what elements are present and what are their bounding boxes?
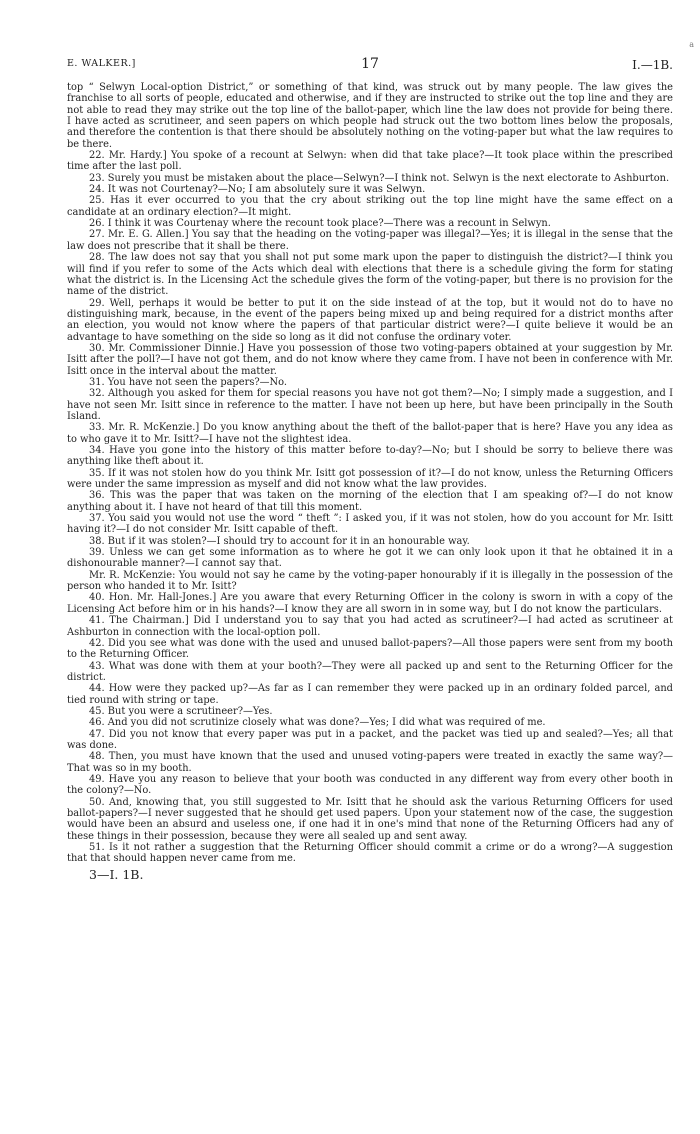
evidence-paragraph: 26. I think it was Courtenay where the recount took place?—There was a recount in Selwyn. bbox=[89, 218, 551, 230]
running-header bbox=[67, 56, 673, 82]
evidence-paragraph: 37. You said you would not use the word “ theft ”: I asked you, if it was not stolen, how do you account for Mr. Isitt having it?—I do not consider Mr. Isitt capable of theft. bbox=[67, 513, 673, 536]
margin-mark: a bbox=[689, 40, 694, 49]
evidence-paragraph: 38. But if it was stolen?—I should try to account for it in an honourable way. bbox=[89, 535, 470, 547]
evidence-paragraph: 29. Well, perhaps it would be better to put it on the side instead of at the top, but it would not do to have no distinguishing mark, because, in the event of the papers being mixed up and being required for a district months after an election, you would not know where the papers of that particular district were?—I quite believe it would be an advantage to have something on the side so long as it did not confuse the ordinary voter. bbox=[67, 297, 673, 343]
evidence-paragraph: 36. This was the paper that was taken on the morning of the election that I am speaking of?—I do not know anything about it. I have not heard of that till this moment. bbox=[67, 490, 673, 513]
paragraph-continued: top “ Selwyn Local-option District,” or something of that kind, was struck out by many people. The law gives the franchise to all sorts of people, educated and otherwise, and if they are instructed to strike out the top line and they are not able to read they may strike out the top line of the ballot-paper, which line the law does not provide for being there. I have acted as scrutineer, and seen papers on which people had struck out the two bottom lines below the proposals, and therefore the contention is that there should be absolutely nothing on the voting-paper but what the law requires to be there. bbox=[67, 82, 673, 150]
evidence-paragraph: 45. But you were a scrutineer?—Yes. bbox=[89, 705, 273, 717]
evidence-paragraph: 32. Although you asked for them for special reasons you have not got them?—No; I simply made a suggestion, and I have not seen Mr. Isitt since in reference to the matter. I have not been up here, but have been principally in the South Island. bbox=[67, 388, 673, 422]
evidence-paragraph: 33. Mr. R. McKenzie.] Do you know anything about the theft of the ballot-paper that is here? Have you any idea as to who gave it to Mr. Isitt?—I have not the slightest idea. bbox=[67, 422, 673, 445]
evidence-paragraph: 49. Have you any reason to believe that your booth was conducted in any different way from every other booth in the colony?—No. bbox=[67, 773, 673, 797]
header-paper-reference: I.—1B. bbox=[632, 58, 673, 72]
evidence-paragraph: 24. It was not Courtenay?—No; I am absolutely sure it was Selwyn. bbox=[89, 184, 426, 196]
evidence-paragraph: 50. And, knowing that, you still suggested to Mr. Isitt that he should ask the various Returning Officers for used ballot-papers?—I never suggested that he should get used papers. Upon your statement now of the case, the suggestion would have been an absurd and useless one, if one had it in one's mind that none of the Returning Officers had any of these things in their possession, because they were all sealed up and sent away. bbox=[67, 796, 673, 842]
evidence-paragraph: 43. What was done with them at your booth?—They were all packed up and sent to the Returning Officer for the district. bbox=[67, 660, 673, 683]
evidence-paragraph: 28. The law does not say that you shall not put some mark upon the paper to distinguish the district?—I think you will find if you refer to some of the Acts which deal with elections that there is a schedule giving the form for stating what the district is. In the Licensing Act the schedule gives the form of the voting-paper, but there is no provision for the name of the district. bbox=[67, 252, 673, 298]
evidence-paragraph: 42. Did you see what was done with the used and unused ballot-papers?—All those papers were sent from my booth to the Returning Officer. bbox=[67, 637, 673, 661]
evidence-paragraph: 35. If it was not stolen how do you think Mr. Isitt got possession of it?—I do not know, unless the Returning Officers were under the same impression as myself and did not know what the law provides. bbox=[67, 467, 673, 491]
header-witness-name: E. WALKER.] bbox=[67, 58, 136, 69]
evidence-paragraph: 46. And you did not scrutinize closely what was done?—Yes; I did what was required of me. bbox=[89, 717, 546, 729]
evidence-paragraph: Mr. R. McKenzie: You would not say he came by the voting-paper honourably if it is illegally in the possession of the person who handed it to Mr. Isitt? bbox=[67, 569, 673, 593]
evidence-paragraph: 39. Unless we can get some information as to where he got it we can only look upon it that he obtained it in a dishonourable manner?—I cannot say that. bbox=[67, 547, 673, 570]
evidence-paragraph: 30. Mr. Commissioner Dinnie.] Have you possession of those two voting-papers obtained at your suggestion by Mr. Isitt after the poll?—I have not got them, and do not know where they came from. I have not been in conference with Mr. Isitt once in the interval about the matter. bbox=[67, 342, 673, 377]
evidence-paragraph: 27. Mr. E. G. Allen.] You say that the heading on the voting-paper was illegal?—Yes; it is illegal in the sense that the law does not prescribe that it shall be there. bbox=[67, 229, 673, 252]
evidence-paragraph: 34. Have you gone into the history of this matter before to-day?—No; but I should be sorry to believe there was anything like theft about it. bbox=[67, 445, 673, 468]
evidence-paragraph: 40. Hon. Mr. Hall-Jones.] Are you aware that every Returning Officer in the colony is sworn in with a copy of the Licensing Act before him or in his hands?—I know they are all sworn in in some way, but I do not know the particulars. bbox=[67, 592, 673, 615]
evidence-paragraph: 51. Is it not rather a suggestion that the Returning Officer should commit a crime or do a wrong?—A suggestion that that should happen never came from me. bbox=[67, 842, 673, 865]
evidence-paragraph: 41. The Chairman.] Did I understand you to say that you had acted as scrutineer?—I had acted as scrutineer at Ashburton in connection with the local-option poll. bbox=[67, 615, 673, 638]
evidence-paragraph: 44. How were they packed up?—As far as I can remember they were packed up in an ordinary folded parcel, and tied round with string or tape. bbox=[67, 683, 673, 706]
evidence-paragraph: 31. You have not seen the papers?—No. bbox=[89, 376, 287, 388]
evidence-paragraph: 22. Mr. Hardy.] You spoke of a recount at Selwyn: when did that take place?—It took place within the prescribed time after the last poll. bbox=[67, 150, 673, 173]
evidence-paragraph: 48. Then, you must have known that the used and unused voting-papers were treated in exactly the same way?—That was so in my booth. bbox=[67, 751, 673, 774]
document-page bbox=[67, 56, 673, 882]
evidence-paragraph: 47. Did you not know that every paper was put in a packet, and the packet was tied up and sealed?—Yes; all that was done. bbox=[67, 728, 673, 751]
evidence-paragraph: 25. Has it ever occurred to you that the cry about striking out the top line might have the same effect on a candidate at an ordinary election?—It might. bbox=[67, 195, 673, 218]
evidence-body bbox=[67, 82, 673, 865]
sheet-signature: 3—I. 1B. bbox=[89, 866, 144, 882]
page-number: 17 bbox=[361, 56, 379, 72]
evidence-paragraph: 23. Surely you must be mistaken about the place—Selwyn?—I think not. Selwyn is the next electorate to Ashburton. bbox=[89, 172, 670, 184]
